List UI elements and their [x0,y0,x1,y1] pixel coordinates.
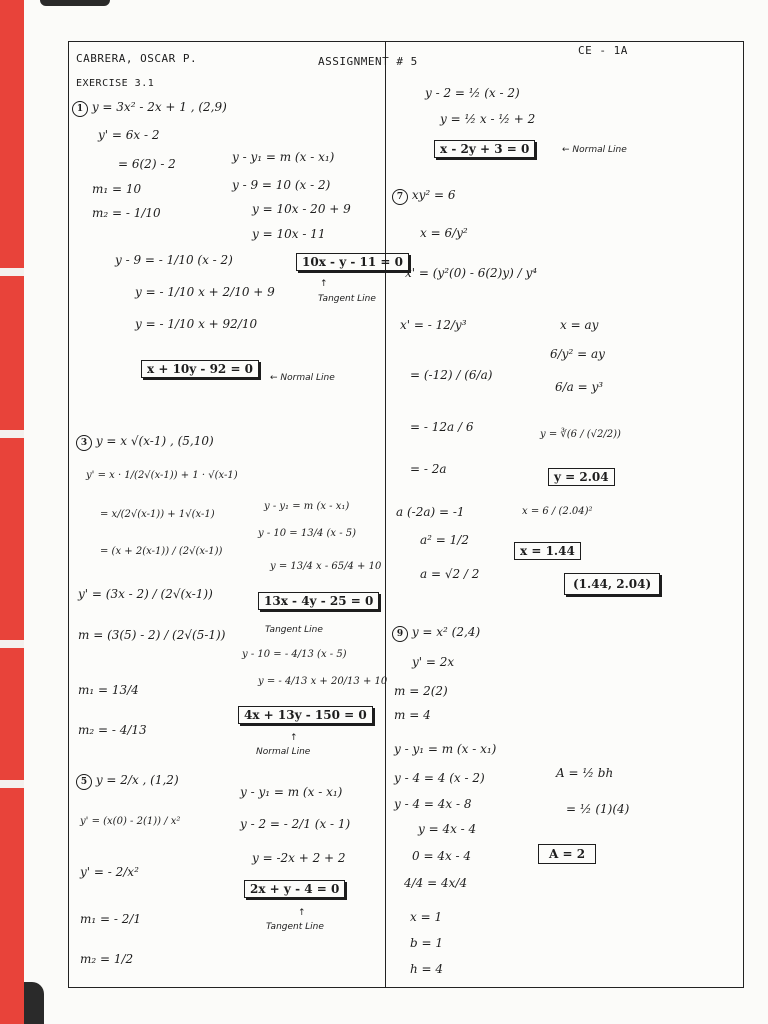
x-answer-box: x = 1.44 [514,542,581,560]
step: y - 9 = - 1/10 (x - 2) [115,253,233,267]
problem-number-badge: 9 [392,626,408,642]
step: = 6(2) - 2 [118,157,176,171]
tangent-answer-box: 10x - y - 11 = 0 [296,253,409,271]
step: x = 6/y² [420,226,468,240]
step: m = 2(2) [394,684,448,698]
step: y - 2 = ½ (x - 2) [425,86,520,100]
problem-number-badge: 7 [392,189,408,205]
step: y - y₁ = m (x - x₁) [240,785,343,799]
normal-label: ← Normal Line [562,145,627,155]
step: y = - 1/10 x + 92/10 [135,317,258,331]
step: 6/a = y³ [555,380,604,394]
step: y = 4x - 4 [418,822,477,836]
step: y' = (x(0) - 2(1)) / x² [80,816,181,827]
step: y - 2 = - 2/1 (x - 1) [240,817,351,831]
tangent-label: Tangent Line [318,294,376,304]
step: = - 12a / 6 [410,420,474,434]
column-divider [385,41,386,988]
normal-answer-box: x + 10y - 92 = 0 [141,360,259,378]
step: m₁ = 10 [92,182,142,196]
step: y' = 2x [412,655,455,669]
step: y' = - 2/x² [80,865,139,879]
step: A = ½ bh [556,766,614,780]
step: x = 1 [410,910,443,924]
step: = (-12) / (6/a) [410,368,493,382]
step: y = 10x - 11 [252,227,326,241]
step: x = 6 / (2.04)² [522,506,593,517]
normal-label: ← Normal Line [270,373,335,383]
step: x = ay [560,318,599,332]
step: = (x + 2(x-1)) / (2√(x-1)) [100,546,223,557]
binder-clip-bottom [24,982,44,1024]
step: y = 3x² - 2x + 1 , (2,9) [91,100,227,114]
step: y - 9 = 10 (x - 2) [232,178,331,192]
problem-9-statement [392,625,480,642]
problem-5-statement [76,773,179,790]
step: = x/(2√(x-1)) + 1√(x-1) [100,509,215,520]
step: y = 10x - 20 + 9 [252,202,351,216]
point-answer-box: (1.44, 2.04) [564,573,660,595]
exercise-label: EXERCISE 3.1 [76,78,155,89]
step: y = ½ x - ½ + 2 [440,112,536,126]
step: = ½ (1)(4) [566,802,630,816]
normal-answer-box: x - 2y + 3 = 0 [434,140,535,158]
problem-3-statement [76,434,214,451]
step: y = 13/4 x - 65/4 + 10 [270,561,382,572]
normal-label: Normal Line [256,747,311,757]
step: m₂ = - 1/10 [92,206,161,220]
step: b = 1 [410,936,443,950]
step: m₂ = - 4/13 [78,723,147,737]
step: = - 2a [410,462,447,476]
step: a² = 1/2 [420,533,469,547]
step: 6/y² = ay [550,347,605,361]
tangent-label: Tangent Line [266,922,324,932]
step: y = - 4/13 x + 20/13 + 10 [258,676,388,687]
step: a (-2a) = -1 [396,505,465,519]
problem-number-badge: 1 [72,101,88,117]
step: y' = (3x - 2) / (2√(x-1)) [78,587,213,601]
step: y = ∛(6 / (√2/2)) [540,429,621,440]
step: y - y₁ = m (x - x₁) [232,150,335,164]
step: m₂ = 1/2 [80,952,134,966]
y-answer-box: y = 2.04 [548,468,615,486]
area-answer-box: A = 2 [538,844,596,864]
step: y - 10 = 13/4 (x - 5) [258,528,357,539]
red-binder-edge [0,0,24,1024]
step: y = - 1/10 x + 2/10 + 9 [135,285,275,299]
step: y - y₁ = m (x - x₁) [264,501,350,512]
tangent-answer-box: 13x - 4y - 25 = 0 [258,592,379,610]
step: m = (3(5) - 2) / (2√(5-1)) [78,628,226,642]
step: y = x √(x-1) , (5,10) [95,434,214,448]
step: 0 = 4x - 4 [412,849,472,863]
problem-1-statement [72,100,227,117]
step: x' = (y²(0) - 6(2)y) / y⁴ [405,266,538,280]
normal-answer-box: 4x + 13y - 150 = 0 [238,706,373,724]
tangent-answer-box: 2x + y - 4 = 0 [244,880,345,898]
section-label: CE - 1A [578,44,628,57]
step: y = -2x + 2 + 2 [252,851,346,865]
arrow-up-icon: ↑ [298,908,306,918]
step: y' = x · 1/(2√(x-1)) + 1 · √(x-1) [86,470,238,481]
step: y - 4 = 4 (x - 2) [394,771,485,785]
problem-number-badge: 5 [76,774,92,790]
tangent-label: Tangent Line [265,625,323,635]
step: m₁ = - 2/1 [80,912,142,926]
step: a = √2 / 2 [420,567,480,581]
step: y - 10 = - 4/13 (x - 5) [242,649,347,660]
step: x' = - 12/y³ [400,318,467,332]
step: m₁ = 13/4 [78,683,139,697]
step: y - 4 = 4x - 8 [394,797,472,811]
step: m = 4 [394,708,431,722]
problem-number-badge: 3 [76,435,92,451]
arrow-up-icon: ↑ [290,733,298,743]
step: 4/4 = 4x/4 [404,876,468,890]
arrow-up-icon: ↑ [320,279,328,289]
step: y' = 6x - 2 [98,128,160,142]
step: h = 4 [410,962,444,976]
step: xy² = 6 [411,188,456,202]
step: y - y₁ = m (x - x₁) [394,742,497,756]
student-name: CABRERA, OSCAR P. [76,52,198,65]
binder-clip-top [40,0,110,6]
assignment-title: ASSIGNMENT # 5 [318,55,418,68]
step: y = x² (2,4) [411,625,481,639]
problem-7-statement [392,188,456,205]
step: y = 2/x , (1,2) [95,773,179,787]
